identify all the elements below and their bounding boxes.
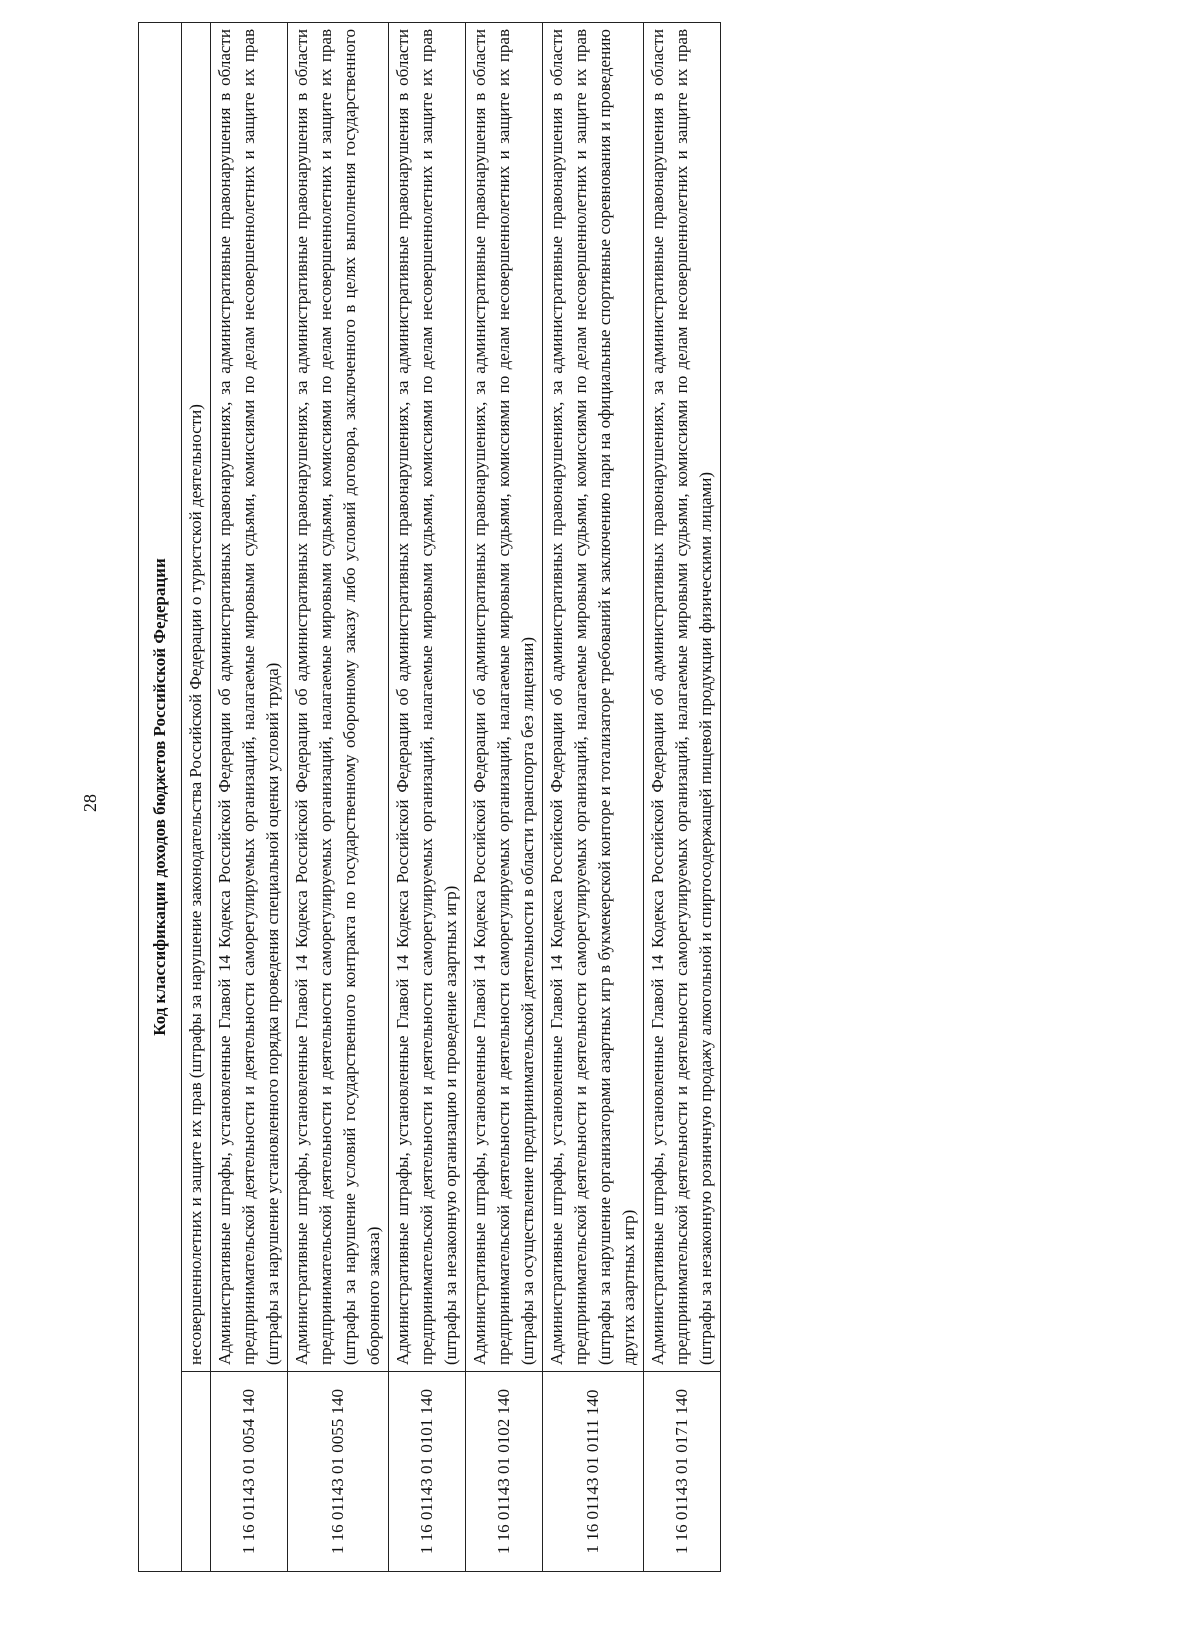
description-cell: Административные штрафы, установленные Главой 14 Кодекса Российской Федерации об административных правонарушениях, за административные правонарушения в области предпринимательской деятельности и деятельности саморегулируемых организаций, налагаемые мировыми судьями, комиссиями по делам несовершеннолетних и защите их прав (штрафы за незаконную организацию и проведение азартных игр) [389,23,466,1372]
table-header: Код классификации доходов бюджетов Российской Федерации [139,23,182,1572]
description-cell: Административные штрафы, установленные Главой 14 Кодекса Российской Федерации об административных правонарушениях, за административные правонарушения в области предпринимательской деятельности и деятельности саморегулируемых организаций, налагаемые мировыми судьями, комиссиями по делам несовершеннолетних и защите их прав (штрафы за нарушение условий государственного контракта по государственному оборонному заказу либо условий договора, заключенного в целях выполнения государственного оборонного заказа) [288,23,389,1372]
code-cell: 1 16 01143 01 0054 140 [211,1372,288,1572]
table-row [211,23,288,1572]
table-row [543,23,644,1572]
table-row [389,23,466,1572]
code-cell: 1 16 01143 01 0055 140 [288,1372,389,1572]
code-cell: 1 16 01143 01 0111 140 [543,1372,644,1572]
table-row [466,23,543,1572]
table-row [182,23,211,1572]
page-number: 28 [80,794,100,812]
table-header-row [139,23,182,1572]
budget-classification-table [138,22,721,1572]
code-cell [182,1372,211,1572]
code-cell: 1 16 01143 01 0171 140 [644,1372,721,1572]
description-cell: Административные штрафы, установленные Главой 14 Кодекса Российской Федерации об административных правонарушениях, за административные правонарушения в области предпринимательской деятельности и деятельности саморегулируемых организаций, налагаемые мировыми судьями, комиссиями по делам несовершеннолетних и защите их прав (штрафы за нарушение установленного порядка проведения специальной оценки условий труда) [211,23,288,1372]
description-cell: Административные штрафы, установленные Главой 14 Кодекса Российской Федерации об административных правонарушениях, за административные правонарушения в области предпринимательской деятельности и деятельности саморегулируемых организаций, налагаемые мировыми судьями, комиссиями по делам несовершеннолетних и защите их прав (штрафы за нарушение организаторами азартных игр в букмекерской конторе и тотализаторе требований к заключению пари на официальные спортивные соревнования и проведению других азартных игр) [543,23,644,1372]
description-cell: несовершеннолетних и защите их прав (штрафы за нарушение законодательства Российской Федерации о туристской деятельности) [182,23,211,1372]
table-row [288,23,389,1572]
description-cell: Административные штрафы, установленные Главой 14 Кодекса Российской Федерации об административных правонарушениях, за административные правонарушения в области предпринимательской деятельности и деятельности саморегулируемых организаций, налагаемые мировыми судьями, комиссиями по делам несовершеннолетних и защите их прав (штрафы за незаконную розничную продажу алкогольной и спиртосодержащей пищевой продукции физическими лицами) [644,23,721,1372]
code-cell: 1 16 01143 01 0102 140 [466,1372,543,1572]
table-row [644,23,721,1572]
description-cell: Административные штрафы, установленные Главой 14 Кодекса Российской Федерации об административных правонарушениях, за административные правонарушения в области предпринимательской деятельности и деятельности саморегулируемых организаций, налагаемые мировыми судьями, комиссиями по делам несовершеннолетних и защите их прав (штрафы за осуществление предпринимательской деятельности в области транспорта без лицензии) [466,23,543,1372]
code-cell: 1 16 01143 01 0101 140 [389,1372,466,1572]
